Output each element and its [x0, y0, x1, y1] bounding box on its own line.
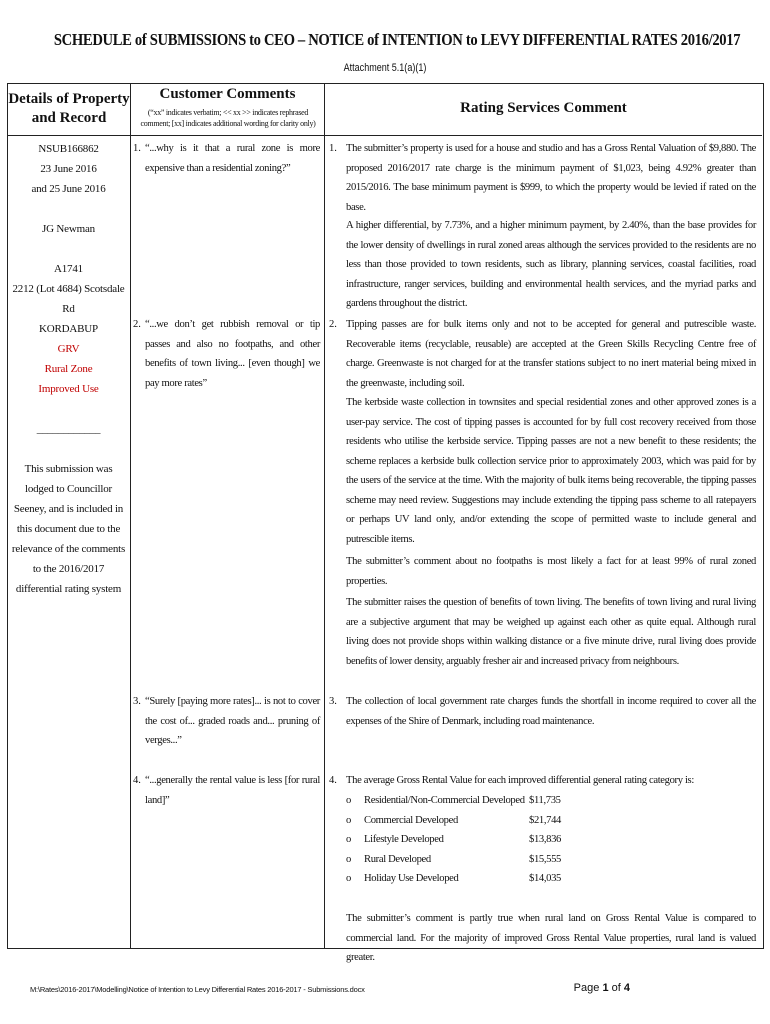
category-value: $13,836 — [529, 834, 561, 845]
list-item — [346, 811, 561, 831]
customer-item-number: 2. — [133, 319, 141, 330]
customer-comment: “...generally the rental value is less [for rural land]” — [145, 775, 320, 806]
bullet: o — [346, 834, 351, 845]
bullet: o — [346, 873, 351, 884]
category-name: Commercial Developed — [364, 814, 458, 826]
category-name: Holiday Use Developed — [364, 873, 459, 884]
page-number — [574, 982, 630, 994]
zone-label: Rural Zone — [44, 363, 93, 375]
submission-date: 23 June 2016 — [40, 163, 97, 175]
category-name: Residential/Non-Commercial Developed — [364, 795, 525, 806]
rating-comment: The submitter’s property is used for a house and studio and has a Gross Rental Valuation of $9,880. The proposed 2016/2017 rate charge is the minimum payment of $1,023, being 4.92% greater than 2015/2016. The base minimum payment is $999, to which the property would be levied if rated on the base. — [346, 143, 756, 213]
category-list — [346, 791, 561, 889]
list-item — [346, 791, 561, 811]
page-word: Page — [573, 982, 600, 994]
use-label: Improved Use — [38, 383, 99, 395]
submission-date-2: and 25 June 2016 — [31, 183, 106, 195]
submission-ref: NSUB166862 — [38, 143, 99, 155]
rating-item-number: 3. — [329, 696, 337, 707]
attachment-label: Attachment 5.1(a)(1) — [343, 62, 427, 74]
column-divider — [130, 84, 131, 948]
list-item — [346, 830, 561, 850]
rating-comment: The collection of local government rate charges funds the shortfall in income required to cover all the expenses of the Shire of Denmark, including road maintenance. — [346, 696, 756, 727]
page-total: 4 — [623, 982, 630, 994]
divider-line: ____________ — [36, 423, 101, 435]
rating-item-number: 2. — [329, 319, 337, 330]
file-path: M:\Rates\2016-2017\Modelling\Notice of Intention to Levy Differential Rates 2016-2017 - Submissions.docx — [30, 985, 365, 994]
rating-basis: GRV — [57, 343, 80, 355]
bullet: o — [346, 814, 351, 826]
category-value: $14,035 — [529, 873, 561, 884]
header-customer-comments: Customer Comments — [159, 86, 296, 102]
page-current: 1 — [602, 982, 609, 994]
customer-item-number: 3. — [133, 696, 141, 707]
customer-comment: “...we don’t get rubbish removal or tip passes and also no footpaths, and other benefits of town living... [even though] we pay more rates” — [145, 319, 320, 389]
rating-comment: The average Gross Rental Value for each improved differential general rating category is: — [346, 775, 694, 786]
category-name: Rural Developed — [364, 853, 431, 865]
category-value: $21,744 — [529, 814, 561, 826]
property-address: 2212 (Lot 4684) Scotsdale Rd — [12, 283, 125, 315]
submission-note: This submission was lodged to Councillor Seeney, and is included in this document due to the relevance of the comments to the 2016/2017 differential rating system — [11, 463, 126, 595]
rating-item-number: 4. — [329, 775, 337, 786]
customer-item-number: 1. — [133, 143, 141, 154]
property-record — [7, 139, 130, 599]
bullet: o — [346, 853, 351, 865]
header-customer-note: (“xx” indicates verbatim; << xx >> indicates rephrased comment; [xx] indicates additional wording for clarity only) — [140, 108, 316, 128]
bullet: o — [346, 795, 351, 806]
list-item — [346, 869, 561, 889]
assessment-number: A1741 — [54, 263, 83, 275]
rating-comment: The submitter’s comment is partly true when rural land on Gross Rental Value is compared to commercial land. For the majority of improved Gross Rental Value properties, rural land is valued greater. — [346, 913, 756, 963]
category-value: $15,555 — [529, 853, 561, 865]
rating-comment: The submitter raises the question of benefits of town living. The benefits of town living and rural living are a subjective argument that may be weighed up against each other as quite equal. Although rural living does not provide shops within walking distance or a five minute drive, rural living does provide benefits of lower density, arguably fresher air and increased privacy from neighbours. — [346, 597, 756, 667]
rating-comment: The kerbside waste collection in townsites and special residential zones and other approved zones is a user-pay service. The cost of tipping passes is accounted for by full cost recovery received from those residents who utilise the kerbside service. Tipping passes are not a new benefit to these residents; the scheme replaces a kerbside bulk collection service prior to approximately 2003, which was paid for by the users of the service at the time. With the majority of bulk items being recoverable, the tipping passes scheme may need review. Suggestions may include extending the tipping pass scheme to all ratepayers or perhaps UV land only, and/or extending the scope of permitted waste to include general and putrescible items. — [346, 397, 756, 545]
document-title: SCHEDULE of SUBMISSIONS to CEO – NOTICE of INTENTION to LEVY DIFFERENTIAL RATES 2016/2017 — [53, 30, 741, 49]
customer-comment: “Surely [paying more rates]... is not to cover the cost of... graded roads and... pruning of verges...” — [145, 696, 320, 746]
rating-comment: Tipping passes are for bulk items only and not to be accepted for general and putrescible waste. Recoverable items (recyclable, reusable) are accepted at the Green Skills Recycling Centre free of charge. Greenwaste is not charged for at the transfer stations subject to no inert material being mixed in the greenwaste, including soil. — [346, 319, 756, 389]
customer-comment: “...why is it that a rural zone is more expensive than a residential zoning?” — [145, 143, 320, 174]
category-value: $11,735 — [529, 795, 561, 806]
category-name: Lifestyle Developed — [364, 834, 444, 845]
header-divider — [8, 135, 762, 136]
header-details: Details of Property and Record — [8, 91, 130, 126]
list-item — [346, 850, 561, 870]
rating-item-number: 1. — [329, 143, 337, 154]
of-word: of — [611, 982, 621, 994]
column-divider — [324, 84, 325, 948]
rating-comment: A higher differential, by 7.73%, and a higher minimum payment, by 2.40%, than the base provides for the lower density of dwellings in rural zoned areas although the services provided to the residents are no less than those provided to town residents, such as library, planning services, coastal facilities, road infrastructure, ranger services, building and environmental health services, and the myriad parks and gardens throughout the district. — [346, 220, 756, 309]
header-rating-comment: Rating Services Comment — [460, 100, 627, 116]
property-locality: KORDABUP — [39, 323, 98, 335]
customer-item-number: 4. — [133, 775, 141, 786]
submitter-name: JG Newman — [42, 223, 95, 235]
rating-comment: The submitter’s comment about no footpaths is most likely a fact for at least 99% of rural zoned properties. — [346, 556, 756, 587]
